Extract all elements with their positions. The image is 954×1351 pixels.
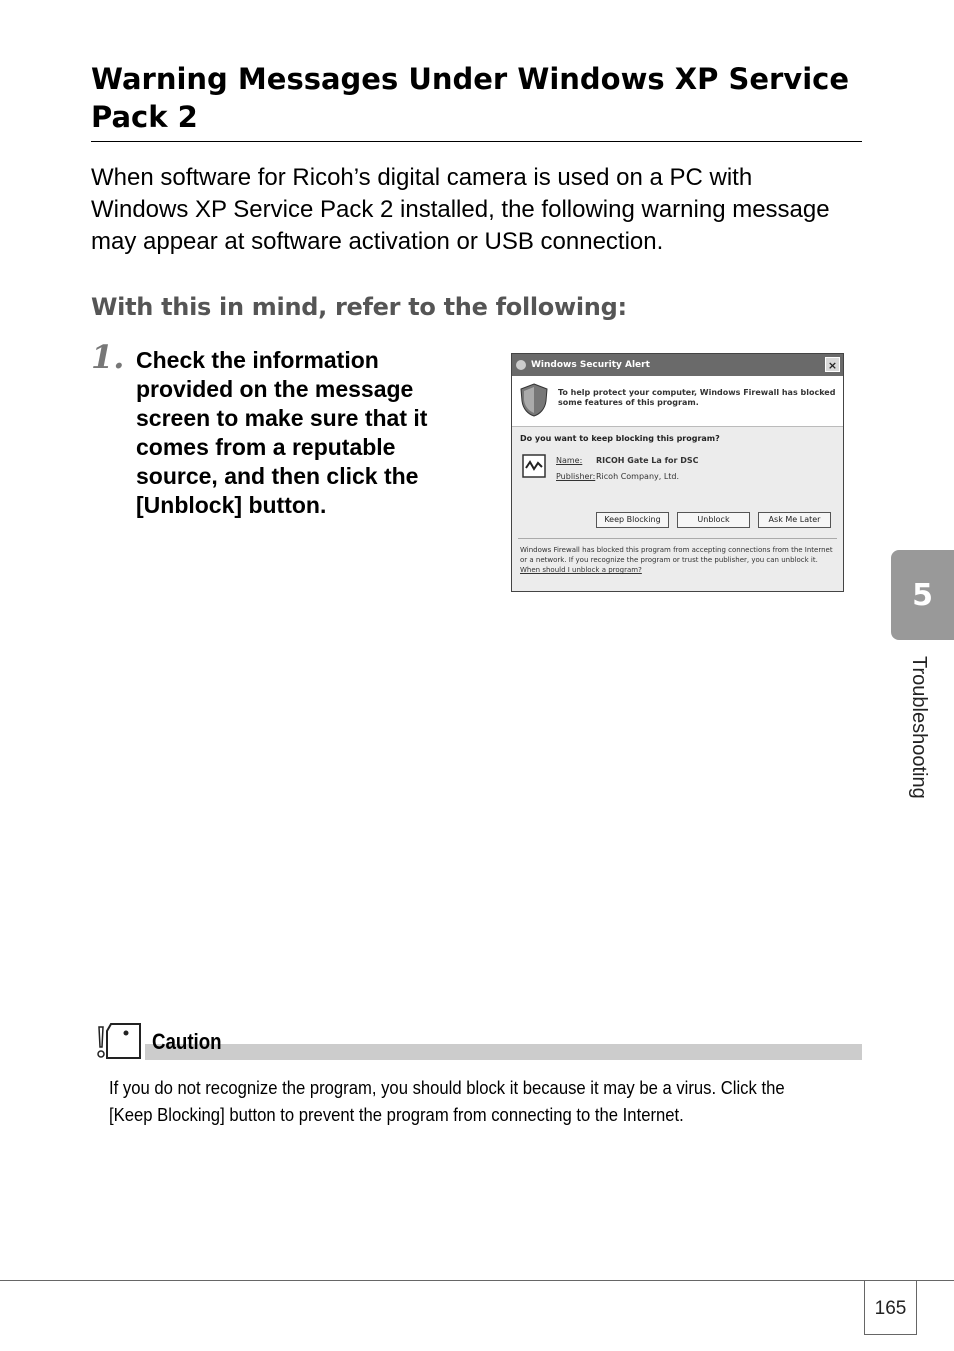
step-number: 1. xyxy=(91,338,125,376)
section-subheading: With this in mind, refer to the following: xyxy=(91,293,627,321)
caution-label: Caution xyxy=(152,1029,222,1054)
unblock-help-link: When should I unblock a program? xyxy=(520,566,642,574)
program-name-row xyxy=(556,456,699,465)
chapter-label: Troubleshooting xyxy=(908,656,930,799)
dialog-footer-text: Windows Firewall has blocked this program from accepting connections from the Internet or a network. If you recognize the program or trust the publisher, you can unblock it. xyxy=(520,546,833,564)
name-label: Name: xyxy=(556,456,583,465)
publisher-label: Publisher: xyxy=(556,472,596,481)
dialog-titlebar xyxy=(512,354,843,376)
dialog-banner xyxy=(512,376,843,427)
chapter-tab xyxy=(891,550,954,640)
caution-text: If you do not recognize the program, you should block it because it may be a virus. Click the [Keep Blocking] button to prevent the program from connecting to the Internet. xyxy=(109,1077,785,1125)
keep-blocking-button: Keep Blocking xyxy=(596,512,669,528)
intro-paragraph: When software for Ricoh’s digital camera is used on a PC with Windows XP Service Pack 2 installed, the following warning message may appear at software activation or USB connection. xyxy=(91,164,830,255)
page-number: 165 xyxy=(864,1281,917,1335)
footer-rule xyxy=(0,1280,954,1281)
title-divider xyxy=(91,141,862,142)
dialog-title: Windows Security Alert xyxy=(531,360,650,370)
publisher-value: Ricoh Company, Ltd. xyxy=(596,472,680,481)
page-title: Warning Messages Under Windows XP Service Pack 2 xyxy=(91,62,850,134)
window-icon xyxy=(516,360,526,370)
name-value: RICOH Gate La for DSC xyxy=(596,456,699,465)
chapter-number: 5 xyxy=(912,577,933,613)
step-instruction: Check the information provided on the message screen to make sure that it comes from a reputable source, and then click the [Unblock] button. xyxy=(136,347,428,518)
dialog-divider xyxy=(518,538,837,539)
caution-icon xyxy=(93,1021,145,1061)
close-icon: × xyxy=(825,357,840,372)
program-icon xyxy=(522,454,546,478)
dialog-question: Do you want to keep blocking this program? xyxy=(520,434,720,443)
ask-me-later-button: Ask Me Later xyxy=(758,512,831,528)
dialog-banner-text: To help protect your computer, Windows Firewall has blocked some features of this program. xyxy=(558,388,836,407)
publisher-row xyxy=(556,472,679,481)
shield-icon xyxy=(520,383,548,417)
dialog-footer xyxy=(520,545,835,575)
unblock-button: Unblock xyxy=(677,512,750,528)
security-alert-screenshot xyxy=(511,353,844,592)
